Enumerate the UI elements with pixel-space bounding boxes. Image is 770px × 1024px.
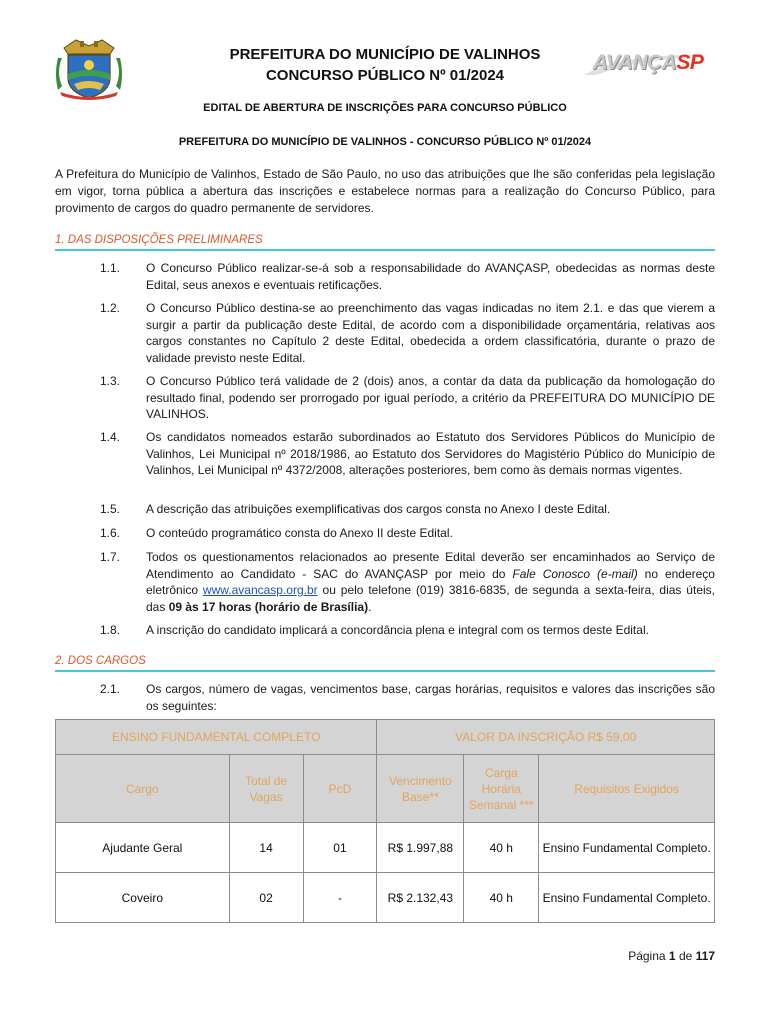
fale-conosco-emphasis: Fale Conosco (e-mail)	[512, 566, 638, 581]
col-header-requisitos: Requisitos Exigidos	[539, 755, 715, 823]
item-text: O Concurso Público destina-se ao preenchimento das vagas indicadas no item 2.1. e das que vierem a surgir a partir da publicação deste Edital, de acordo com a disponibilidade orçamentária, relativas aos cargos constantes no Capítulo 2 deste Edital, obedecida a ordem classificatória, durante o prazo de validade previsto neste Edital.	[146, 301, 715, 365]
item-text: Os cargos, número de vagas, vencimentos base, cargas horárias, requisitos e valores das inscrições são os seguintes:	[146, 682, 715, 713]
item-text-part: Todos os questionamentos relacionados ao presente Edital deverão ser encaminhados ao Serviço de Atendimento ao Candidato - SAC do AVANÇASP por meio do	[146, 550, 715, 581]
current-page: 1	[668, 949, 676, 963]
page-number-footer	[628, 949, 715, 963]
title-line-1: PREFEITURA DO MUNICÍPIO DE VALINHOS	[229, 46, 541, 63]
cell-carga: 40 h	[464, 873, 539, 923]
cell-requisitos: Ensino Fundamental Completo.	[539, 823, 715, 873]
section-heading-cargos: 2. DOS CARGOS	[55, 653, 715, 672]
brand-part-2: SP	[676, 51, 704, 74]
valinhos-crest-logo	[54, 38, 124, 100]
concurso-subtitle: PREFEITURA DO MUNICÍPIO DE VALINHOS - CONCURSO PÚBLICO Nº 01/2024	[178, 136, 592, 148]
item-text	[146, 549, 715, 615]
col-header-vagas: Total de Vagas	[229, 755, 303, 823]
item-text: O conteúdo programático consta do Anexo II deste Edital.	[146, 526, 453, 540]
item-number: 1.5.	[100, 502, 121, 516]
avancasp-logo	[582, 49, 714, 77]
cell-pcd: 01	[303, 823, 377, 873]
table-band-ensino: ENSINO FUNDAMENTAL COMPLETO	[56, 720, 377, 755]
cell-vagas: 14	[229, 823, 303, 873]
footer-middle: de	[678, 949, 693, 963]
col-header-pcd: PcD	[303, 755, 377, 823]
cell-vencimento: R$ 2.132,43	[377, 873, 464, 923]
item-number: 1.2.	[100, 301, 121, 315]
document-title	[165, 44, 605, 86]
intro-paragraph: A Prefeitura do Município de Valinhos, Estado de São Paulo, no uso das atribuições que lhe são conferidas pela legislação em vigor, torna pública a abertura das inscrições e estabelece normas para a realização do Concurso Público, para provimento de cargos do quadro permanente de servidores.	[55, 167, 715, 215]
item-text: A inscrição do candidato implicará a concordância plena e integral com os termos deste Edital.	[146, 623, 649, 637]
item-text: O Concurso Público realizar-se-á sob a responsabilidade do AVANÇASP, obedecidas as normas deste Edital, seus anexos e eventuais retificações.	[146, 261, 715, 292]
footer-prefix: Página	[628, 949, 666, 963]
title-line-2: CONCURSO PÚBLICO Nº 01/2024	[265, 67, 505, 84]
hours-emphasis: 09 às 17 horas (horário de Brasília)	[168, 599, 369, 614]
item-number: 1.8.	[100, 623, 121, 637]
item-number: 1.3.	[100, 374, 121, 388]
item-text: A descrição das atribuições exemplificativas dos cargos consta no Anexo I deste Edital.	[146, 502, 611, 516]
item-number: 1.6.	[100, 526, 121, 540]
table-row	[56, 873, 715, 923]
brand-part-1: AVANÇA	[592, 51, 677, 74]
cell-cargo: Ajudante Geral	[56, 823, 230, 873]
cell-carga: 40 h	[464, 823, 539, 873]
item-number: 2.1.	[100, 682, 121, 696]
item-text: Os candidatos nomeados estarão subordinados ao Estatuto dos Servidores Públicos do Município de Valinhos, Lei Municipal nº 2018/1986, ao Estatuto dos Servidores do Magistério Público do Município de Valinhos, Lei Municipal nº 4372/2008, alterações posteriores, bem como às demais normas vigentes.	[146, 430, 715, 477]
vagas-table	[55, 719, 715, 923]
cell-vencimento: R$ 1.997,88	[377, 823, 464, 873]
item-text-part: .	[368, 599, 372, 614]
item-text-part: ou pelo telefone (019) 3816-6835, de segunda a sexta-feira, dias úteis, das	[146, 583, 715, 614]
cell-requisitos: Ensino Fundamental Completo.	[539, 873, 715, 923]
cell-pcd: -	[303, 873, 377, 923]
section-heading-preliminares: 1. DAS DISPOSIÇÕES PRELIMINARES	[55, 232, 715, 251]
item-text-part: no endereço eletrônico	[146, 566, 715, 597]
col-header-vencimento: Vencimento Base**	[377, 755, 464, 823]
avancasp-website-link[interactable]: www.avancasp.org.br	[202, 583, 318, 597]
table-row	[56, 823, 715, 873]
total-pages: 117	[695, 949, 715, 963]
item-number: 1.1.	[100, 261, 121, 275]
edital-subtitle: EDITAL DE ABERTURA DE INSCRIÇÕES PARA CONCURSO PÚBLICO	[203, 102, 567, 114]
col-header-cargo: Cargo	[56, 755, 230, 823]
cell-vagas: 02	[229, 873, 303, 923]
item-number: 1.7.	[100, 550, 121, 564]
table-band-valor: VALOR DA INSCRIÇÃO R$ 59,00	[377, 720, 715, 755]
item-number: 1.4.	[100, 430, 121, 444]
item-text: O Concurso Público terá validade de 2 (dois) anos, a contar da data da publicação da homologação do resultado final, podendo ser prorrogado por igual período, a critério da PREFEITURA DO MUNICÍPIO DE VALINHOS.	[146, 374, 715, 421]
col-header-carga: Carga Horária Semanal ***	[464, 755, 539, 823]
cell-cargo: Coveiro	[56, 873, 230, 923]
